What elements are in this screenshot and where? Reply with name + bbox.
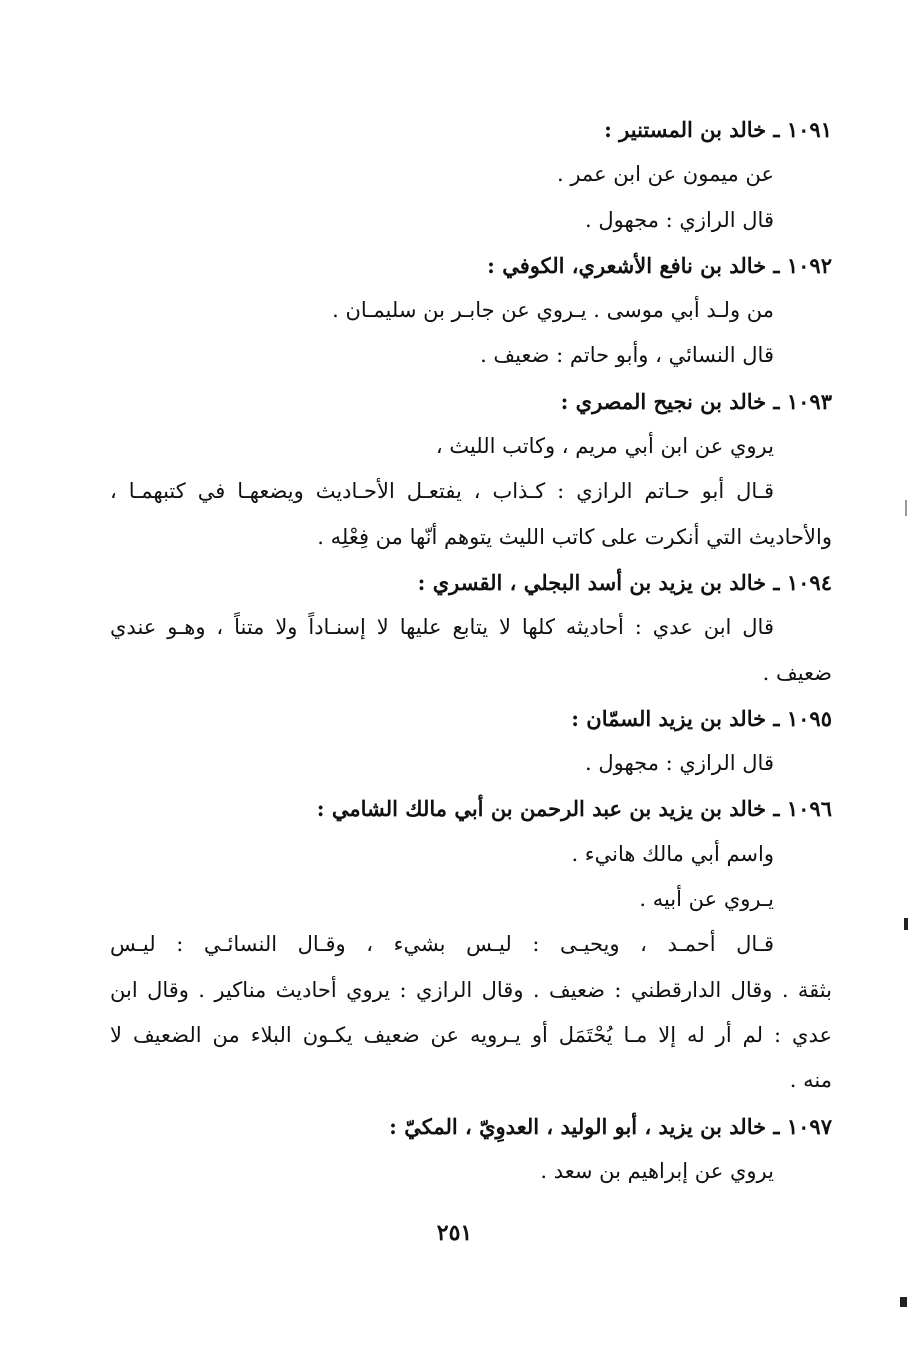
scan-mark — [904, 918, 908, 930]
entry-line: قال ابن عدي : أحاديثه كلها لا يتابع عليها لا إسنـاداً ولا متناً ، وهـو عندي — [110, 615, 774, 640]
main-text — [110, 107, 832, 1194]
page-number: ٢٥١ — [436, 1220, 473, 1246]
entry-line: قـال أبو حـاتم الرازي : كـذاب ، يفتعـل الأحـاديث ويضعهـا في كتبهمـا ، — [110, 479, 774, 504]
entry-line: قال النسائي ، وأبو حاتم : ضعيف . — [480, 343, 774, 368]
entry-line: واسم أبي مالك هانيء . — [571, 841, 774, 866]
entry-line: عدي : لم أر له إلا مـا يُحْتَمَل أو يـرويه عن ضعيف يكـون البلاء من الضعيف لا — [110, 1022, 832, 1047]
scan-mark — [905, 500, 907, 516]
entry-heading-1092: ١٠٩٢ ـ خالد بن نافع الأشعري، الكوفي : — [487, 252, 832, 278]
entry-line: بثقة . وقال الدارقطني : ضعيف . وقال الرازي : يروي أحاديث مناكير . وقال ابن — [110, 977, 832, 1002]
entry-line: يروي عن إبراهيم بن سعد . — [540, 1158, 774, 1183]
entry-heading-1094: ١٠٩٤ ـ خالد بن يزيد بن أسد البجلي ، القسري : — [417, 569, 832, 595]
entry-heading-1097: ١٠٩٧ ـ خالد بن يزيد ، أبو الوليد ، العدوِيّ ، المكيّ : — [389, 1113, 832, 1139]
entry-line: ضعيف . — [762, 660, 832, 685]
entry-line: قال الرازي : مجهول . — [585, 751, 774, 776]
entry-line: والأحاديث التي أنكرت على كاتب الليث يتوهم أنّها من فِعْلِه . — [317, 524, 832, 549]
scan-mark — [900, 1297, 907, 1307]
entry-heading-1091: ١٠٩١ ـ خالد بن المستنير : — [604, 117, 832, 142]
entry-heading-1096: ١٠٩٦ ـ خالد بن يزيد بن عبد الرحمن بن أبي مالك الشامي : — [316, 796, 832, 822]
entry-line: قال الرازي : مجهول . — [585, 207, 774, 232]
entry-heading-1095: ١٠٩٥ ـ خالد بن يزيد السمّان : — [571, 705, 832, 731]
entry-line: يروي عن ابن أبي مريم ، وكاتب الليث ، — [435, 434, 774, 459]
entry-heading-1093: ١٠٩٣ ـ خالد بن نجيح المصري : — [560, 388, 832, 414]
entry-line: عن ميمون عن ابن عمر . — [556, 162, 774, 187]
entry-line: منه . — [789, 1068, 832, 1093]
entry-line: قـال أحمـد ، ويحيـى : ليـس بشيء ، وقـال النسائـي : ليـس — [110, 932, 774, 957]
entry-line: من ولـد أبي موسى . يـروي عن جابـر بن سليمـان . — [332, 298, 774, 323]
entry-line: يـروي عن أبيه . — [639, 887, 774, 912]
